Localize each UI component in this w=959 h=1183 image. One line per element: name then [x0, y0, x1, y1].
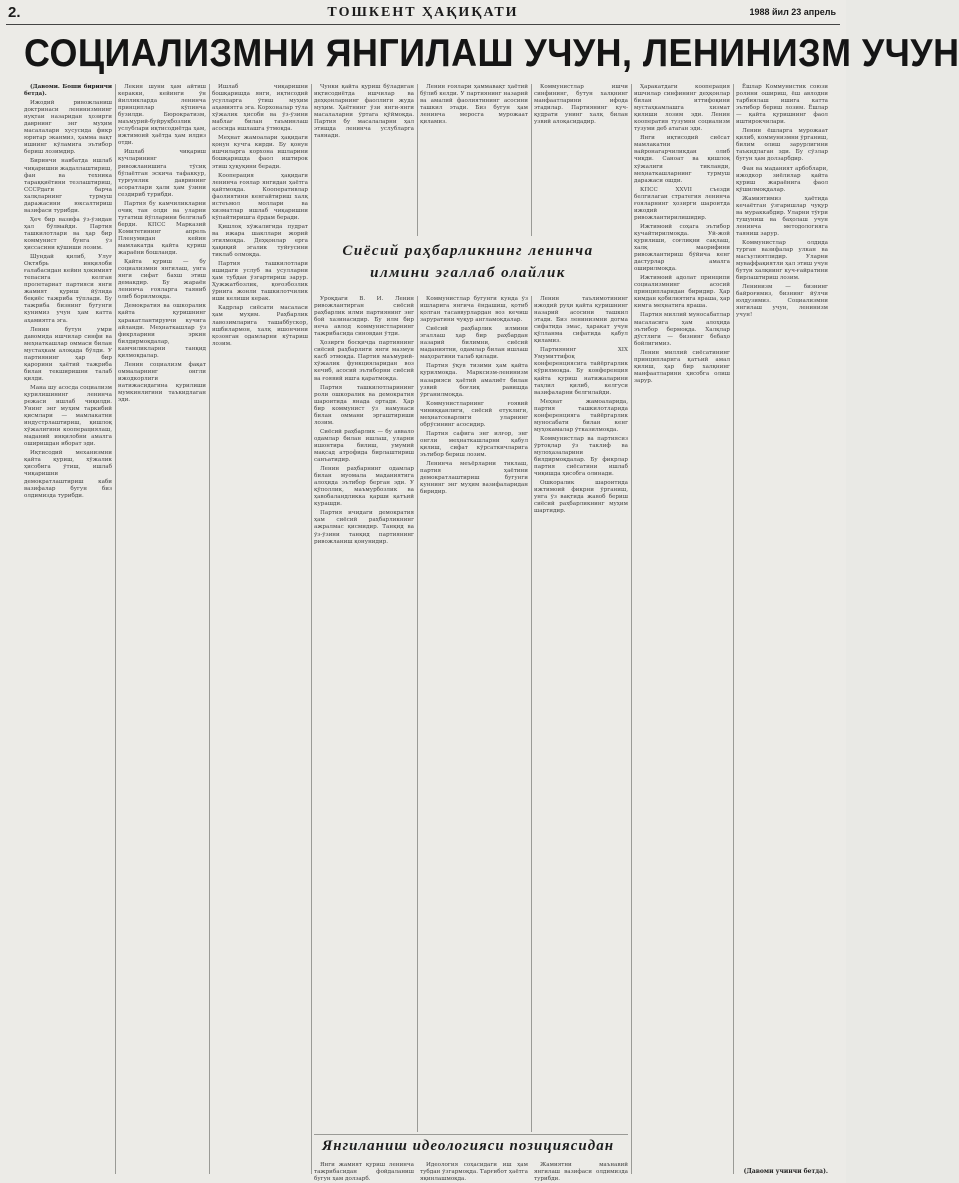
paragraph: Демократия ва ошкоралик қайта қуришнинг ҳаракатлантирувчи кучига айланди. Меҳнаткашлар ўз фикрларини эркин билдирмоқдалар, камчиликларни танқид қилмоқдалар. — [118, 303, 206, 359]
column-divider — [531, 84, 532, 236]
paragraph: Ленин бутун умри давомида ишчилар синфи ва меҳнаткашлар оммаси билан мустаҳкам алоқада бўлди. У партиянинг ҳар бир қарорини ҳаётий тажриба билан текширишни талаб қилди. — [24, 326, 112, 382]
subheadline-line-2: илмини эгаллаб олайлик — [370, 265, 566, 281]
paragraph: Уроқдаги В. И. Ленин ривожлантирган сиёсий раҳбарлик илми партиянинг энг бой хазинасидир. Бу илм бир неча авлод коммунистларнинг тажрибасида синовдан ўтди. — [314, 296, 414, 338]
paragraph: Янги иқтисодий сиёсат мамлакатни вайронагарчиликдан олиб чиқди. Саноат ва қишлоқ хўжалиги тикланди, меҳнаткашларнинг турмуш даражаси ошди. — [634, 135, 730, 184]
paragraph: Коммунистларнинг ғоявий чиниққанлиги, сиёсий етуклиги, меҳнатсеварлиги уларнинг обрўсининг асосидир. — [420, 400, 528, 428]
column-text — [118, 84, 206, 404]
column-text — [212, 84, 308, 348]
paragraph: Партия ташкилотлари ишидаги услуб ва усулларни ҳам тубдан ўзгартириш зарур. Ҳужжатбозлик, қоғозбозлик ўрнига жонли ташкилотчилик иши келиши керак. — [212, 261, 308, 303]
column-text — [736, 84, 828, 320]
column-text — [534, 1162, 628, 1183]
paragraph: Ленин ёшларга мурожаат қилиб, коммунизмни ўрганиш, билим олиш зарурлигини таъкидлаган эди. Бу сўзлар бугун ҳам долзарбдир. — [736, 128, 828, 163]
column-divider — [417, 84, 418, 236]
paragraph: Ижтимоий соҳага эътибор кучайтирилмоқда. Уй-жой қурилиши, соғлиқни сақлаш, халқ маорифини ривожлантириш бўйича кенг дастурлар амалга оширилмоқда. — [634, 223, 730, 273]
article-column-4-upper — [314, 84, 414, 234]
article-column-4-lower — [314, 296, 414, 1132]
paragraph: Партиянинг XIX Умумиттифоқ конференциясига тайёргарлик кўрилмоқда. Бу конференция қайта қуриш натижаларини таҳлил қилиб, келгуси вазифаларни белгилайди. — [534, 347, 628, 396]
page-number: 2. — [8, 4, 21, 21]
column-divider — [733, 84, 734, 1174]
paragraph: Идеология соҳасидаги иш ҳам тубдан ўзгармоқда. Тарғибот ҳаётга яқинлашмоқда. — [420, 1162, 528, 1183]
article-column-1 — [24, 84, 112, 1174]
article-column-6-lower — [534, 296, 628, 1132]
paragraph: Партия ичидаги демократия ҳам сиёсий раҳбарликнинг ажралмас қисмидир. Танқид ва ўз-ўзини танқид партиянинг ривожланиш қонунидир. — [314, 510, 414, 545]
article-column-7 — [634, 84, 730, 1174]
paragraph: Партия миллий муносабатлар масаласига ҳам алоҳида эътибор бермоқда. Халқлар дўстлиги — бизнинг бебаҳо бойлигимиз. — [634, 312, 730, 347]
paragraph: Ижтимоий адолат принципи социализмнинг асосий принципларидан биридир. Ҳар кимдан қобилиятига яраша, ҳар кимга меҳнатига яраша. — [634, 275, 730, 310]
paragraph: Ҳеч бир вазифа ўз-ўзидан ҳал бўлмайди. Партия ташкилотлари ва ҳар бир коммунист бунга ўз ҳиссасини қўшиши лозим. — [24, 216, 112, 252]
paragraph: Янги жамият қуриш ленинча тажрибасидан фойдаланиш бугун ҳам долзарб. — [314, 1162, 414, 1183]
article-column-5-upper — [420, 84, 528, 234]
masthead — [6, 4, 840, 25]
paragraph: Иқтисодий механизмни қайта қуриш, хўжалик ҳисобига ўтиш, ишлаб чиқаришни демократлаштириш каби вазифалар бугун биз олдимизда турибди. — [24, 450, 112, 499]
column-divider — [209, 84, 210, 1174]
paragraph: Ленинча меъёрларни тиклаш, партия ҳаётини демократлаштириш бугунги куннинг энг муҳим вазифаларидан биридир. — [420, 461, 528, 496]
paragraph: Партия ўқув тизими ҳам қайта қурилмоқда. Марксизм-ленинизм назарияси ҳаётий амалиёт билан узвий боғлиқ равишда ўрганилмоқда. — [420, 363, 528, 398]
article-column-5-lower — [420, 296, 528, 1132]
paragraph: Қишлоқ хўжалигида пудрат ва ижара шакллари жорий этилмоқда. Деҳқонлар ерга ҳақиқий эгалик туйғусини тиклаб олмоқда. — [212, 223, 308, 259]
paragraph: Ленин таълимотининг ижодий руҳи қайта қуришнинг назарий асосини ташкил этади. Биз ленинизмни догма сифатида эмас, ҳаракат учун қўлланма сифатида қабул қиламиз. — [534, 296, 628, 345]
paragraph: Кооперация ҳақидаги ленинча ғоялар янгидан ҳаётга қайтмоқда. Кооперативлар фаолиятини кенгайтириш халқ истеъмол моллари ва хизматлар ишлаб чиқаришни кўпайтиришга ёрдам беради. — [212, 172, 308, 221]
paragraph: Жамиятимиз ҳаётида кечаётган ўзгаришлар чуқур ва мураккабдир. Уларни тўғри тушуниш ва баҳолаш учун ленинча методологияга таяниш зарур. — [736, 195, 828, 237]
paragraph: Коммунистлар олдида турган вазифалар улкан ва масъулиятлидир. Уларни муваффақиятли ҳал этиш учун бутун халқнинг куч-ғайратини бирлаштириш лозим. — [736, 239, 828, 282]
column-text — [634, 84, 730, 385]
paragraph: Қайта қуриш — бу социализмни янгилаш, унга янги сифат бахш этиш демакдир. Бу жараён ленинча ғояларга таяниб олиб борилмоқда. — [118, 259, 206, 301]
column-divider — [311, 84, 312, 1174]
paragraph: Сиёсий раҳбарлик илмини эгаллаш ҳар бир раҳбардан назарий билимни, сиёсий маданиятни, одамлар билан ишлаш маҳоратини талаб қилади. — [420, 326, 528, 361]
paragraph: Ишлаб чиқариш кучларининг ривожланишига тўсиқ бўлаётган эскича тафаккур, турғунлик даврининг асоратлари ҳали ҳам ўзини сездириб турибди. — [118, 149, 206, 198]
column-text — [420, 84, 528, 126]
paragraph: Ленинизм — бизнинг байроғимиз, бизнинг йўлчи юлдузимиз. Социализмни янгилаш учун, ленинизм учун! — [736, 284, 828, 319]
column-text — [534, 296, 628, 515]
paragraph: Жамиятни маънавий янгилаш вазифаси олдимизда турибди. — [534, 1162, 628, 1183]
paragraph: Кадрлар сиёсати масаласи ҳам муҳим. Раҳбарлик лавозимларига ташаббускор, ишбилармон, халқ ишончини қозонган одамларни кўтариш лозим. — [212, 305, 308, 347]
main-headline: СОЦИАЛИЗМНИ ЯНГИЛАШ УЧУН, ЛЕНИНИЗМ УЧУН — [24, 32, 959, 75]
article-column-6-bottom — [534, 1162, 628, 1183]
issue-date: 1988 йил 23 апрель — [749, 7, 836, 17]
column-divider — [115, 84, 116, 1174]
paragraph: Ижодий ривожланиш доктринаси ленинизмнинг нуқтаи назаридан ҳозирги даврнинг энг муҳим масалалари хусусида фикр юритар эканмиз, ҳамма вақт ишнинг кўламига эътибор бериш лозимдир. — [24, 100, 112, 156]
article-continuation-note: (Давоми. Боши биринчи бетда). — [24, 84, 112, 98]
column-text — [314, 1162, 414, 1183]
column-text — [420, 296, 528, 496]
paragraph: Ленин ғоялари ҳаммавақт ҳаётий бўлиб келди. У партиянинг назарий ва амалий фаолиятининг асосини ташкил этади. Биз бугун ҳам ленинча меросга мурожаат қиламиз. — [420, 84, 528, 126]
paragraph: Коммунистлар ишчи синфининг, бутун халқнинг манфаатларини ифода этадилар. Партиянинг куч-қудрати унинг халқ билан узвий алоқасидадир. — [534, 84, 628, 126]
paragraph: Меҳнат жамоалари ҳақидаги қонун кучга кирди. Бу қонун ишчиларга корхона ишларини бошқаришда фаол иштирок этиш ҳуқуқини беради. — [212, 135, 308, 170]
column-text — [314, 84, 414, 140]
subheadline-line-1: Сиёсий раҳбарликнинг ленинча — [342, 243, 594, 259]
article-column-3 — [212, 84, 308, 1174]
article-column-5-bottom — [420, 1162, 528, 1183]
paragraph: Ленин раҳбарнинг одамлар билан муомала маданиятига алоҳида эътибор берган эди. У қўполлик, маъмурбозлик ва ҳавобаландликка қарши қатъий курашди. — [314, 466, 414, 508]
paragraph: Ленин миллий сиёсатининг принципларига қатъий амал қилиш, ҳар бир халқнинг манфаатларини ҳисобга олиш зарур. — [634, 349, 730, 384]
section-subheadline — [318, 240, 618, 290]
paragraph: Сиёсий раҳбарлик — бу аввало одамлар билан ишлаш, уларни ишонтира билиш, умумий мақсад атрофида бирлаштириш санъатидир. — [314, 428, 414, 464]
paragraph: Чунки қайта қуриш бўладиган иқтисодиётда ишчилар ва деҳқонларнинг фаоллиги жуда муҳим. Ҳаётнинг ўзи янги-янги масалаларни ўртага қўймоқда. Партия бу масалаларни ҳал этишда ленинча услубларга таянади. — [314, 84, 414, 140]
article-column-6-upper — [534, 84, 628, 234]
paragraph: Мана шу асосда социализм қурилишининг ленинча режаси ишлаб чиқилди. Унинг энг муҳим таркибий қисмлари — мамлакатни индустрлаштириш, қишлоқ хўжалигини кооперациялаш, маданий инқилобни амалга оширишдан иборат эди. — [24, 384, 112, 448]
article-column-2 — [118, 84, 206, 1174]
paragraph: Меҳнат жамоаларида, партия ташкилотларида конференцияга тайёргарлик муносабати билан кенг муҳокамалар ўтказилмоқда. — [534, 398, 628, 433]
paragraph: Коммунистлар ва партиясиз ўртоқлар ўз таклиф ва мулоҳазаларини билдирмоқдалар. Бу фикрлар партия сиёсатини ишлаб чиқишда ҳисобга олинади. — [534, 435, 628, 478]
column-text — [24, 100, 112, 500]
paragraph: Лекин шуни ҳам айтиш керакки, кейинги ўн йилликларда ленинча принциплар кўпинча бузилди. Бюрократизм, маъмурий-буйруқбозлик услублари иқтисодиётда ҳам, ижтимоий ҳаётда ҳам илдиз отди. — [118, 84, 206, 147]
paragraph: Партия ташкилотларининг роли ошкоралик ва демократия шароитида янада ортади. Ҳар бир коммунист ўз намунаси билан оммани эргаштириши лозим. — [314, 384, 414, 426]
paragraph: Партия бу камчиликларни очиқ тан олди ва уларни тугатиш йўлларини белгилаб берди. КПСС Марказий Комитетининг апрель Пленумидан кейин мамлакатда қайта қуриш жараёни бошланди. — [118, 200, 206, 257]
paragraph: Ҳозирги босқичда партиянинг сиёсий раҳбарлиги янги мазмун касб этмоқда. Партия маъмурий-хўжалик функцияларидан воз кечиб, асосий эътиборни сиёсий ва ғоявий ишга қаратмоқда. — [314, 340, 414, 382]
paragraph: Шундай қилиб, Улуғ Октябрь инқилоби ғалабасидан кейин ҳокимият тепасига келган пролетариат партияси янги жамият қуриш йўлида беқиёс тажриба тўплади. Бу тажриба бизнинг бугунги кунимиз учун ҳам катта аҳамиятга эга. — [24, 254, 112, 324]
section-divider — [314, 1134, 628, 1135]
paragraph: Коммунистлар бугунги кунда ўз ишларига янгича ёндашиш, қотиб қолган тасаввурлардан воз кечиш заруратини чуқур англамоқдалар. — [420, 296, 528, 324]
column-text — [314, 296, 414, 546]
article-column-4-bottom — [314, 1162, 414, 1183]
paragraph: Фан ва маданият арбоблари, ижодкор зиёлилар қайта қуриш жараёнига фаол қўшилмоқдалар. — [736, 165, 828, 193]
column-divider — [531, 296, 532, 1132]
paragraph: Ленин социализм фақат оммаларнинг онгли ижодкорлиги натижасидагина қурилиши мумкинлигини таъкидлаган эди. — [118, 361, 206, 404]
continuation-note: (Давоми учинчи бетда). — [743, 1168, 828, 1175]
column-divider — [631, 84, 632, 1174]
article-column-8 — [736, 84, 828, 1162]
paragraph: Ёшлар Коммунистик союзи ролини ошириш, ёш авлодни тарбиялаш ишига катта эътибор бериш лозим. Ёшлар — қайта қуришнинг фаол иштирокчилари. — [736, 84, 828, 126]
paragraph: КПСС XXVII съезди белгилаган стратегия ленинча ғояларнинг ҳозирги шароитда ижодий ривожлантирилишидир. — [634, 186, 730, 221]
column-divider — [417, 296, 418, 1132]
paragraph: Партия сафига энг илғор, энг онгли меҳнаткашларни қабул қилиш, сифат кўрсаткичларига эътибор бериш лозим. — [420, 430, 528, 458]
paragraph: Биринчи навбатда ишлаб чиқаришни жадаллаштириш, фан ва техника тараққиётини тезлаштириш, СССРдаги барча халқларнинг турмуш даражасини юксалтириш вазифаси турибди. — [24, 158, 112, 214]
column-text — [534, 84, 628, 126]
paragraph: Ҳаракатдаги кооперация ишчилар синфининг деҳқонлар билан иттифоқини мустаҳкамлашга хизмат қилиши лозим эди. Ленин кооператив тузумни социализм тузуми деб атаган эди. — [634, 84, 730, 133]
paragraph: Ошкоралик шароитида ижтимоий фикрни ўрганиш, унга ўз вақтида жавоб бериш сиёсий раҳбарликнинг муҳим шартидир. — [534, 480, 628, 515]
section-subheadline-2: Янгиланиш идеологияси позициясидан — [321, 1138, 615, 1154]
column-text — [420, 1162, 528, 1183]
paragraph: Ишлаб чиқаришни бошқаришда янги, иқтисодий усулларга ўтиш муҳим аҳамиятга эга. Корхоналар тўла хўжалик ҳисоби ва ўз-ўзини маблағ билан таъминлаш асосида ишлашга ўтмоқда. — [212, 84, 308, 133]
newspaper-name: ТОШКЕНТ ҲАҚИҚАТИ — [327, 5, 519, 20]
